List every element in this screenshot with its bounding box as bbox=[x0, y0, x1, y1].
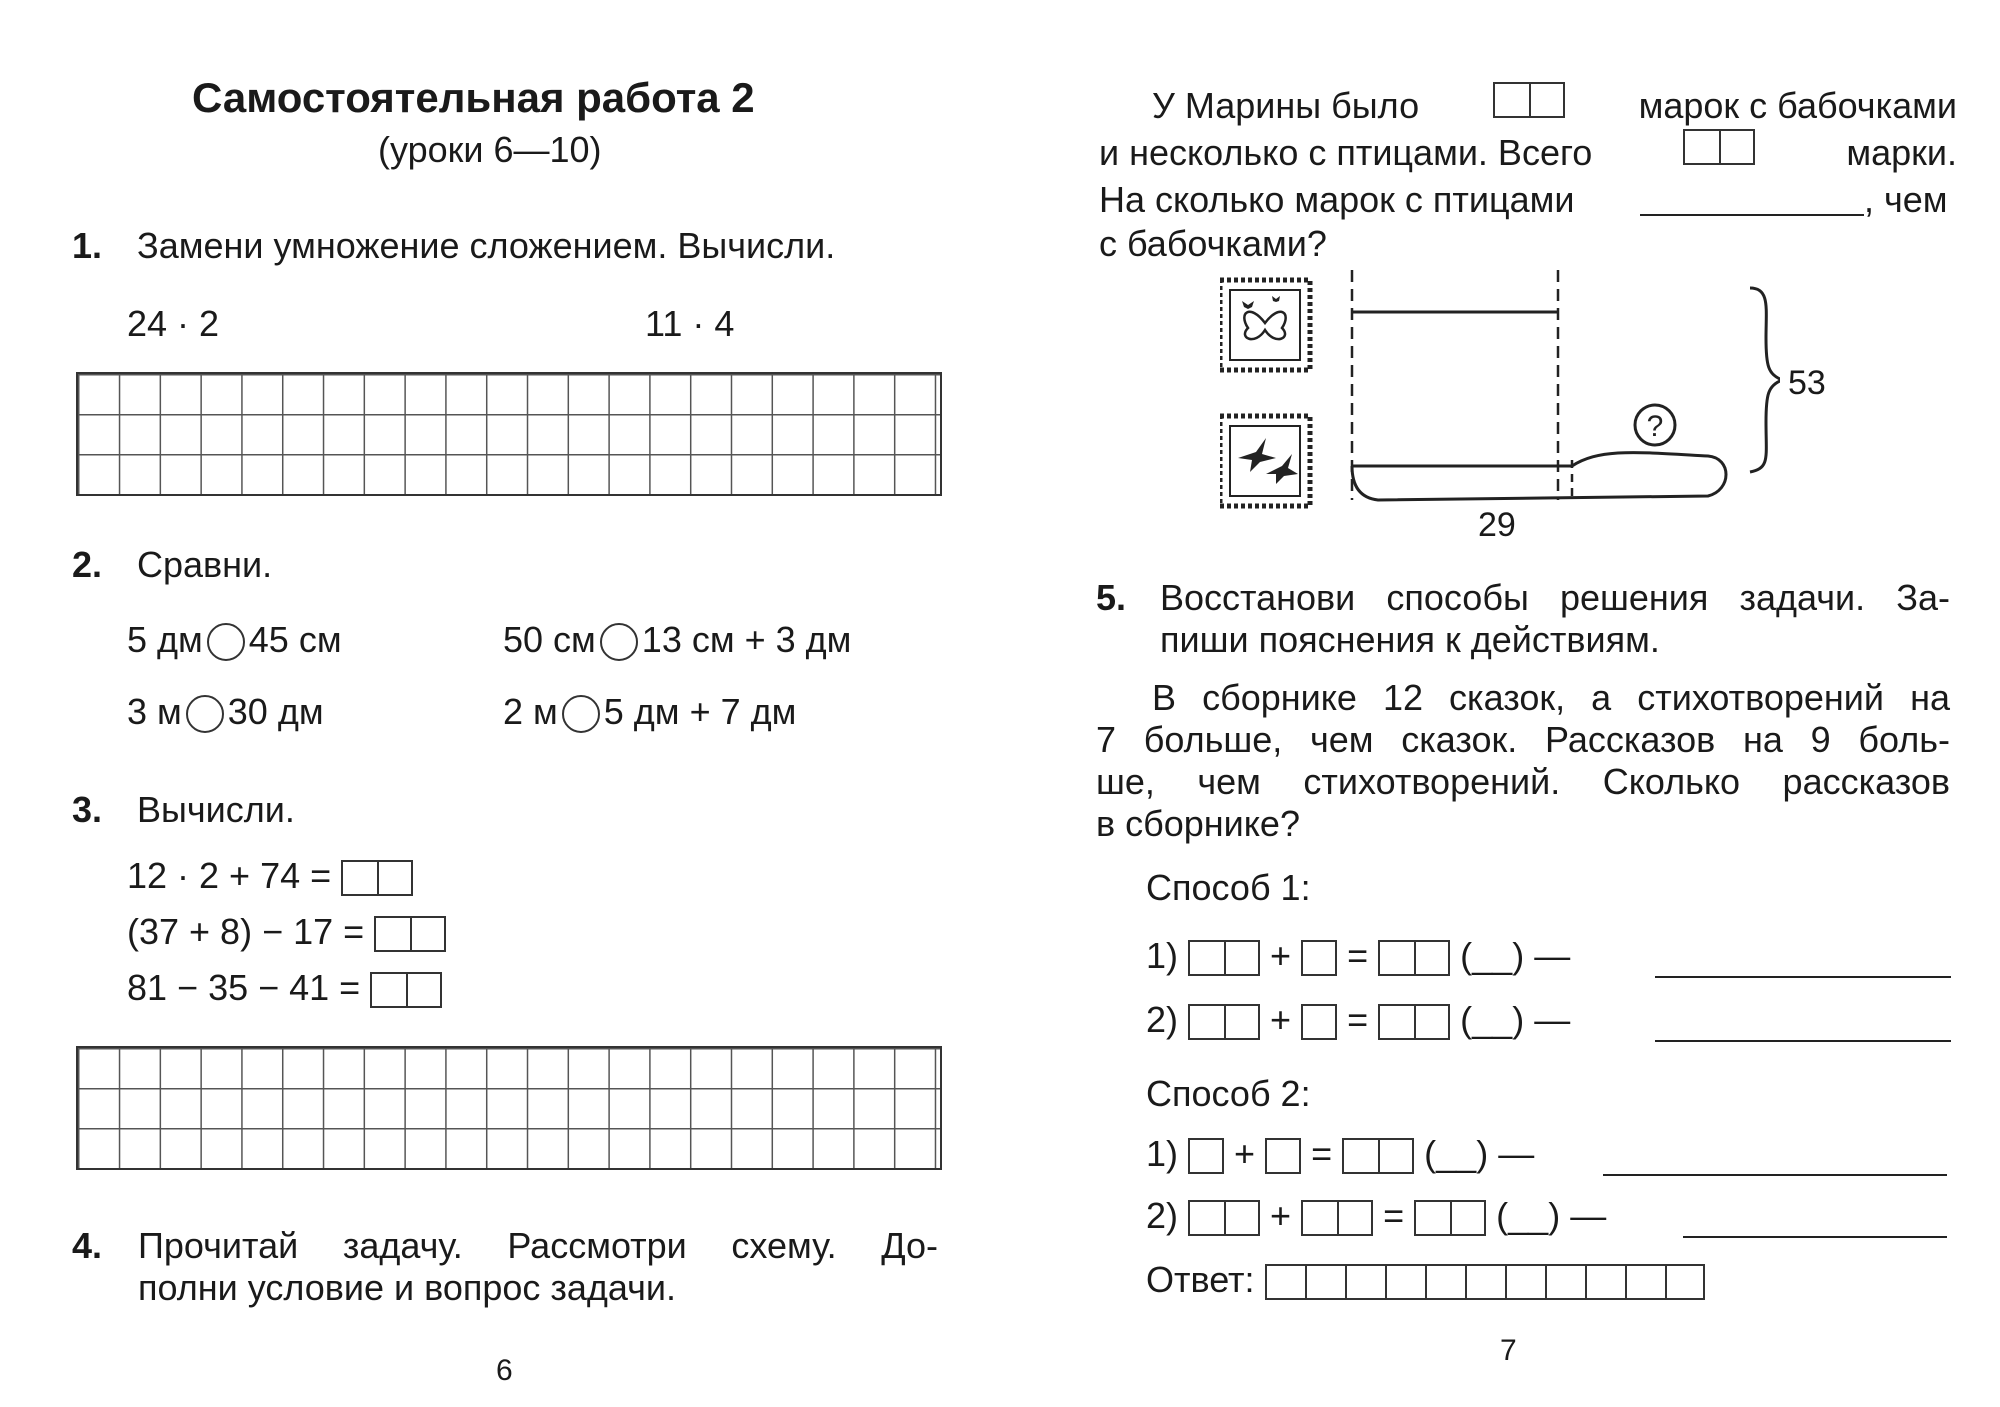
compare-4-right: 5 дм + 7 дм bbox=[603, 691, 797, 732]
way2-step1-plus: + bbox=[1234, 1133, 1256, 1174]
way2-step2-box-b[interactable] bbox=[1301, 1200, 1373, 1236]
calc-3-answer-box[interactable] bbox=[370, 972, 442, 1008]
problem-line-1a: У Марины было bbox=[1152, 85, 1420, 126]
compare-item-4 bbox=[503, 691, 797, 733]
total-count-box[interactable] bbox=[1683, 129, 1755, 165]
task1-expression-a: 24 · 2 bbox=[127, 303, 220, 344]
task4-line-1 bbox=[138, 1225, 938, 1266]
way2-step2-explanation-blank[interactable] bbox=[1683, 1236, 1947, 1238]
way1-step2-box-c[interactable] bbox=[1378, 1004, 1450, 1040]
way2-step1-explanation-blank[interactable] bbox=[1603, 1174, 1947, 1176]
problem-line-2a: и несколько с птицами. Всего bbox=[1099, 132, 1593, 173]
way1-step1-dash: — bbox=[1534, 935, 1571, 976]
way1-step2-paren: (__) bbox=[1460, 999, 1525, 1040]
way1-step1 bbox=[1146, 935, 1571, 976]
story-line-3-text: ше, чем стихотворений. Сколько рассказов bbox=[1096, 761, 1950, 802]
task4-line-2: полни условие и вопрос задачи. bbox=[138, 1267, 677, 1308]
task4-line-1-text: Прочитай задачу. Рассмотри схему. До- bbox=[138, 1225, 938, 1266]
problem-line-3a: На сколько марок с птицами bbox=[1099, 179, 1575, 220]
comparison-word-blank[interactable] bbox=[1640, 214, 1864, 216]
way2-step2-box-c[interactable] bbox=[1414, 1200, 1486, 1236]
compare-2-right: 13 см + 3 дм bbox=[641, 619, 852, 660]
way2-step2-box-a[interactable] bbox=[1188, 1200, 1260, 1236]
question-mark: ? bbox=[1646, 410, 1664, 443]
way1-step2-explanation-blank[interactable] bbox=[1655, 1040, 1951, 1042]
task5-line-1-text: Восстанови способы решения задачи. За- bbox=[1160, 577, 1950, 618]
compare-item-1 bbox=[127, 619, 342, 661]
task3-text: Вычисли. bbox=[137, 789, 295, 830]
way2-step2-num: 2) bbox=[1146, 1195, 1179, 1236]
calc-3-expression: 81 − 35 − 41 = bbox=[127, 967, 361, 1008]
way2-step1 bbox=[1146, 1133, 1535, 1174]
story-line-1 bbox=[1152, 677, 1950, 718]
way2-step2 bbox=[1146, 1195, 1607, 1236]
story-line-2-text: 7 больше, чем сказок. Рассказов на 9 боль- bbox=[1096, 719, 1950, 760]
way2-step2-plus: + bbox=[1270, 1195, 1292, 1236]
task5-line-1 bbox=[1160, 577, 1950, 618]
answer-box-strip[interactable] bbox=[1265, 1264, 1705, 1300]
way1-step1-paren: (__) bbox=[1460, 935, 1525, 976]
task3-answer-grid[interactable] bbox=[76, 1046, 942, 1170]
way1-step2-box-a[interactable] bbox=[1188, 1004, 1260, 1040]
way2-step1-eq: = bbox=[1311, 1133, 1333, 1174]
way2-step1-dash: — bbox=[1498, 1133, 1535, 1174]
task3-number: 3. bbox=[72, 789, 103, 830]
way1-step1-box-c[interactable] bbox=[1378, 940, 1450, 976]
calc-line-2 bbox=[127, 911, 446, 952]
way2-step1-box-b[interactable] bbox=[1265, 1138, 1301, 1174]
page-number-left: 6 bbox=[496, 1354, 513, 1387]
calc-2-expression: (37 + 8) − 17 = bbox=[127, 911, 365, 952]
problem-line-3b: , чем bbox=[1864, 179, 1948, 220]
compare-1-right: 45 см bbox=[248, 619, 342, 660]
way2-step1-paren: (__) bbox=[1424, 1133, 1489, 1174]
compare-circle-2[interactable] bbox=[600, 623, 638, 661]
task1-number: 1. bbox=[72, 225, 103, 266]
task2-number: 2. bbox=[72, 544, 103, 585]
compare-circle-3[interactable] bbox=[186, 695, 224, 733]
way1-step1-box-b[interactable] bbox=[1301, 940, 1337, 976]
way1-step2-eq: = bbox=[1347, 999, 1369, 1040]
problem-line-2b: марки. bbox=[1846, 132, 1957, 173]
worksheet-subtitle: (уроки 6—10) bbox=[378, 129, 602, 170]
way1-step2-plus: + bbox=[1270, 999, 1292, 1040]
way2-step1-box-c[interactable] bbox=[1342, 1138, 1414, 1174]
way1-step2-dash: — bbox=[1534, 999, 1571, 1040]
compare-2-left: 50 см bbox=[503, 619, 596, 660]
story-line-2 bbox=[1096, 719, 1950, 760]
way1-step1-explanation-blank[interactable] bbox=[1655, 976, 1951, 978]
way2-step2-dash: — bbox=[1570, 1195, 1607, 1236]
problem-line-2 bbox=[1099, 132, 1957, 173]
way2-step2-eq: = bbox=[1383, 1195, 1405, 1236]
answer-label: Ответ: bbox=[1146, 1259, 1255, 1300]
answer-row bbox=[1146, 1259, 1705, 1300]
story-line-4: в сборнике? bbox=[1096, 803, 1300, 844]
way1-step1-eq: = bbox=[1347, 935, 1369, 976]
way1-step2-box-b[interactable] bbox=[1301, 1004, 1337, 1040]
way1-step1-box-a[interactable] bbox=[1188, 940, 1260, 976]
way1-step1-plus: + bbox=[1270, 935, 1292, 976]
compare-3-left: 3 м bbox=[127, 691, 182, 732]
butterfly-count-box[interactable] bbox=[1493, 82, 1565, 118]
problem-line-1 bbox=[1152, 85, 1957, 126]
page-number-right: 7 bbox=[1500, 1334, 1517, 1367]
total-curly-brace bbox=[1750, 288, 1780, 472]
calc-2-answer-box[interactable] bbox=[374, 916, 446, 952]
compare-item-3 bbox=[127, 691, 324, 733]
task1-answer-grid[interactable] bbox=[76, 372, 942, 496]
task4-number: 4. bbox=[72, 1225, 103, 1266]
calc-1-answer-box[interactable] bbox=[341, 860, 413, 896]
way1-heading: Способ 1: bbox=[1146, 867, 1311, 908]
way1-step2-num: 2) bbox=[1146, 999, 1179, 1040]
task5-line-2: пиши пояснения к действиям. bbox=[1160, 619, 1660, 660]
problem-line-1b: марок с бабочками bbox=[1638, 85, 1957, 126]
story-line-3 bbox=[1096, 761, 1950, 802]
butterfly-stamp-icon bbox=[1220, 280, 1310, 370]
compare-3-right: 30 дм bbox=[227, 691, 324, 732]
task1-text: Замени умножение сложением. Вычисли. bbox=[137, 225, 836, 266]
compare-circle-1[interactable] bbox=[207, 623, 245, 661]
story-line-1-text: В сборнике 12 сказок, а стихотворений на bbox=[1152, 677, 1950, 718]
worksheet-title: Самостоятельная работа 2 bbox=[192, 74, 755, 121]
calc-line-1 bbox=[127, 855, 413, 896]
right-page bbox=[1000, 0, 2000, 1407]
way1-step2 bbox=[1146, 999, 1571, 1040]
way2-step1-box-a[interactable] bbox=[1188, 1138, 1224, 1174]
way2-heading: Способ 2: bbox=[1146, 1073, 1311, 1114]
compare-1-left: 5 дм bbox=[127, 619, 203, 660]
bird-bracket bbox=[1352, 453, 1726, 500]
way1-step1-num: 1) bbox=[1146, 935, 1179, 976]
compare-item-2 bbox=[503, 619, 852, 661]
task1-expression-b: 11 · 4 bbox=[645, 303, 735, 344]
total-label: 53 bbox=[1788, 364, 1826, 402]
task5-number: 5. bbox=[1096, 577, 1127, 618]
problem-line-4: с бабочками? bbox=[1099, 223, 1327, 264]
way2-step2-paren: (__) bbox=[1496, 1195, 1561, 1236]
compare-circle-4[interactable] bbox=[562, 695, 600, 733]
way2-step1-num: 1) bbox=[1146, 1133, 1179, 1174]
bird-stamp-icon bbox=[1220, 416, 1310, 506]
calc-line-3 bbox=[127, 967, 442, 1008]
task2-text: Сравни. bbox=[137, 544, 273, 585]
bottom-label: 29 bbox=[1478, 506, 1516, 544]
calc-1-expression: 12 · 2 + 74 = bbox=[127, 855, 332, 896]
compare-4-left: 2 м bbox=[503, 691, 558, 732]
